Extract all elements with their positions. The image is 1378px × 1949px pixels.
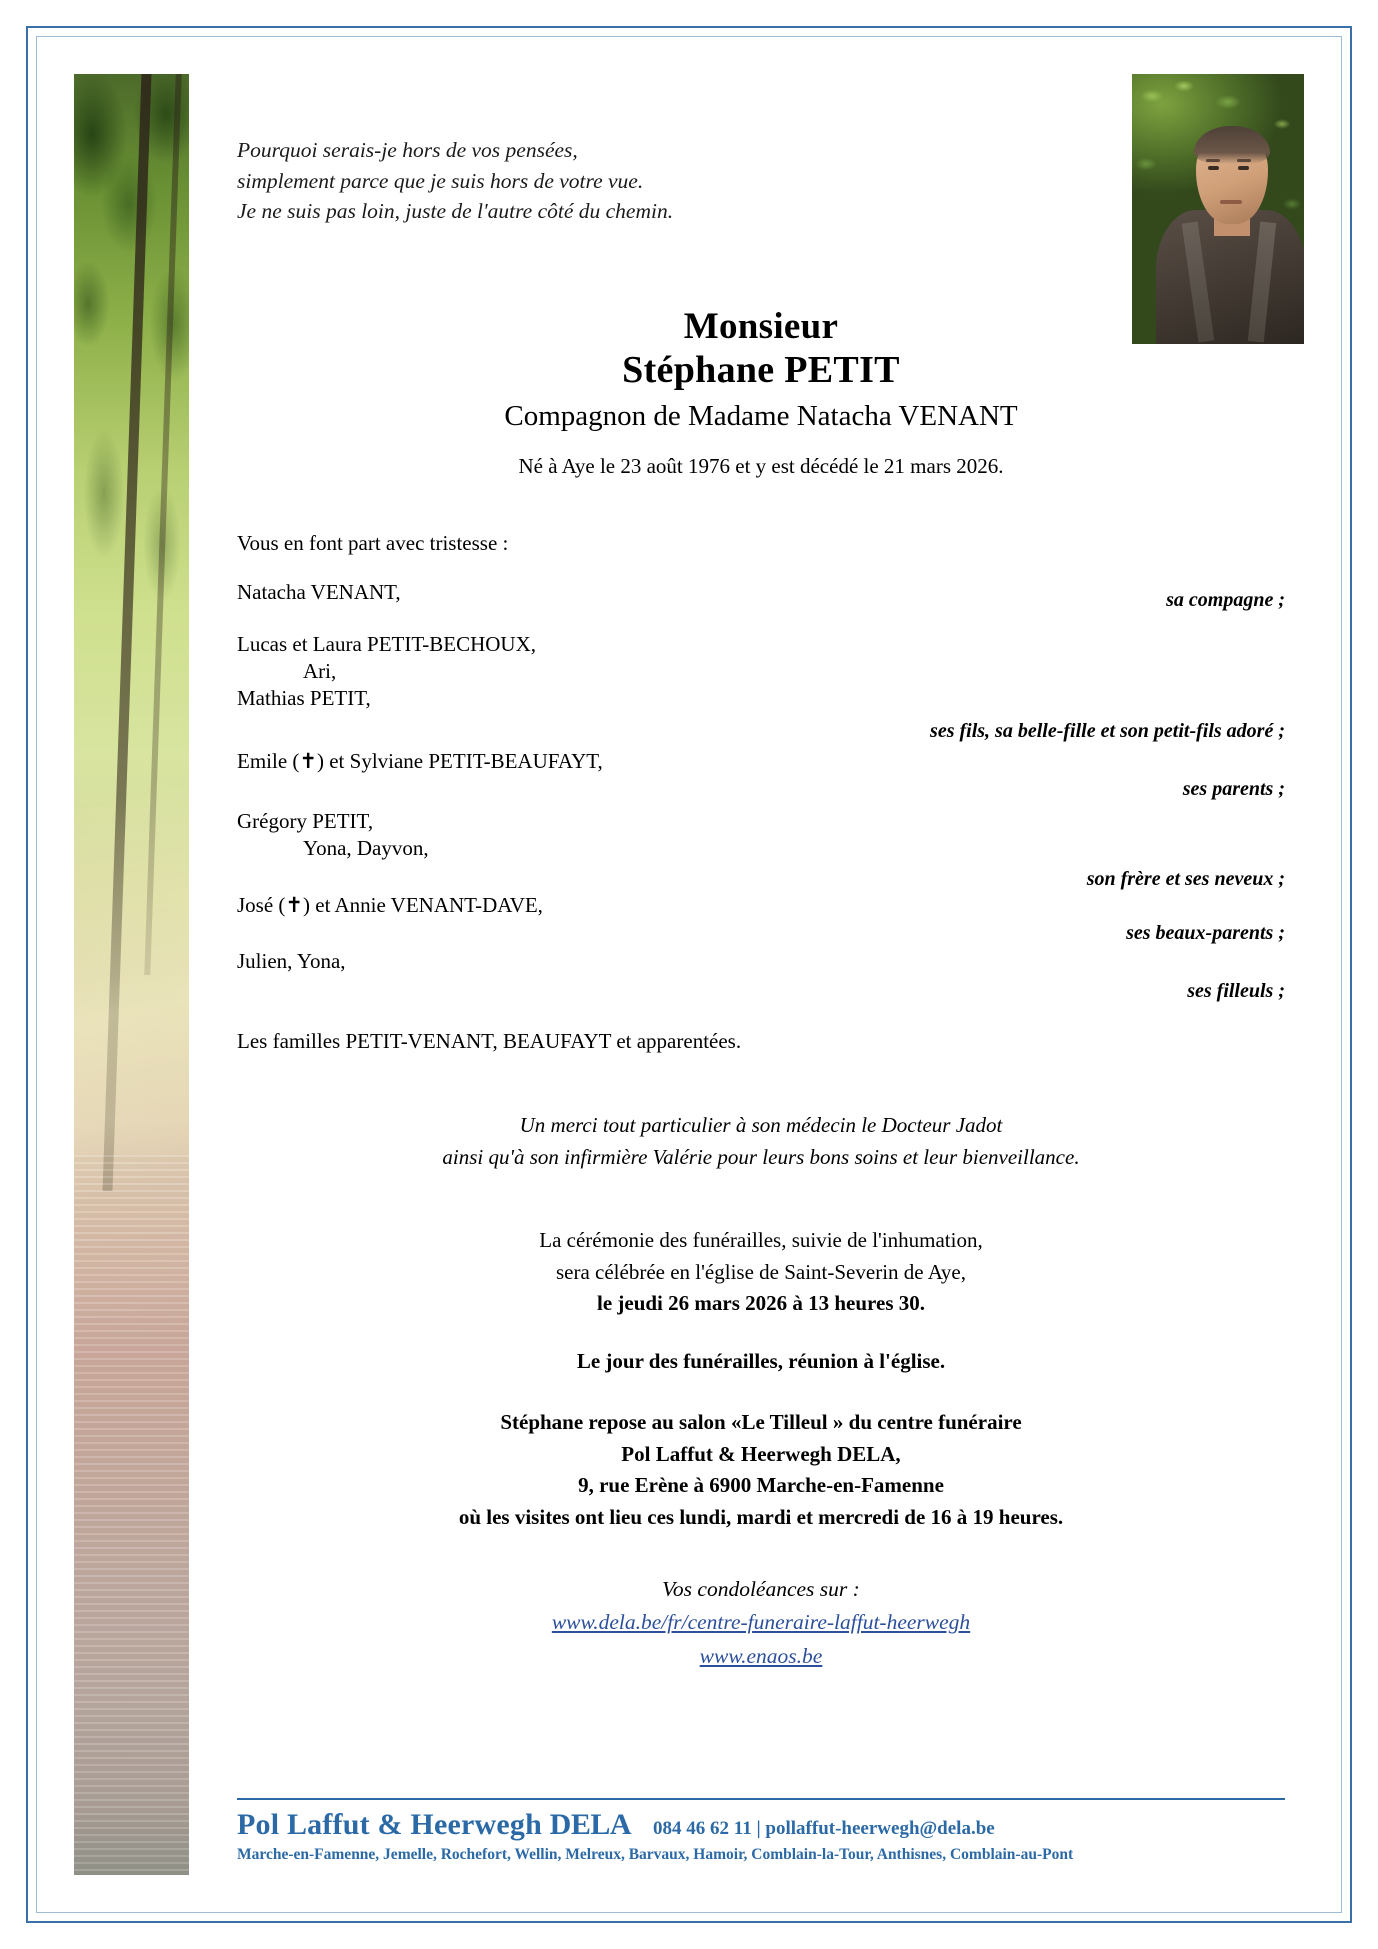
family-names-secondary: Mathias PETIT, — [237, 686, 371, 711]
family-names: José (✝) et Annie VENANT-DAVE, — [237, 893, 543, 918]
footer-brand-dela: DELA — [549, 1808, 632, 1841]
condolences-link-enaos[interactable]: www.enaos.be — [699, 1643, 823, 1668]
family-relation: ses fils, sa belle-fille et son petit-fils adoré ; — [930, 720, 1285, 743]
family-relation: son frère et ses neveux ; — [1086, 868, 1285, 891]
footer-main-row — [237, 1808, 1285, 1842]
family-row — [237, 630, 1285, 743]
family-relation: ses filleuls ; — [1187, 980, 1285, 1003]
spacer — [237, 1377, 1285, 1407]
family-row — [237, 807, 1285, 891]
ceremony-reunion: Le jour des funérailles, réunion à l'église. — [576, 1348, 946, 1373]
deceased-name: Stéphane PETIT — [622, 349, 900, 392]
poem-line-2: simplement parce que je suis hors de votre vue. — [237, 168, 644, 193]
inner-border — [36, 36, 1342, 1913]
card-content — [237, 97, 1285, 1842]
repose-address: 9, rue Erène à 6900 Marche-en-Famenne — [578, 1473, 944, 1498]
family-names: Julien, Yona, — [237, 949, 346, 974]
footer — [237, 1798, 1285, 1864]
family-row — [237, 578, 1285, 612]
family-relation: ses beaux-parents ; — [1126, 922, 1285, 945]
family-row — [237, 947, 1285, 1003]
forest-photo-strip — [74, 74, 189, 1875]
thanks-block — [237, 1110, 1285, 1173]
related-families-line: Les familles PETIT-VENANT, BEAUFAYT et apparentées. — [237, 1029, 742, 1054]
poem-line-3: Je ne suis pas loin, juste de l'autre côté du chemin. — [237, 199, 674, 224]
family-row — [237, 891, 1285, 945]
poem-line-1: Pourquoi serais-je hors de vos pensées, — [237, 138, 578, 162]
deceased-title: Monsieur — [683, 305, 839, 347]
family-relation: sa compagne ; — [1166, 589, 1285, 612]
family-row — [237, 747, 1285, 801]
condolences-link-dela[interactable]: www.dela.be/fr/centre-funeraire-laffut-heerwegh — [551, 1610, 971, 1635]
footer-divider — [237, 1798, 1285, 1800]
repose-visiting-hours: où les visites ont lieu ces lundi, mardi et mercredi de 16 à 19 heures. — [458, 1504, 1064, 1529]
announcement-line: Vous en font part avec tristesse : — [237, 531, 509, 556]
family-relation: ses parents ; — [1182, 778, 1285, 801]
ceremony-datetime: le jeudi 26 mars 2026 à 13 heures 30. — [596, 1291, 925, 1316]
footer-cities: Marche-en-Famenne, Jemelle, Rochefort, Wellin, Melreux, Barvaux, Hamoir, Comblain-la-Tour, Anthisnes, Comblain-au-Pont — [237, 1846, 1074, 1863]
poem-block — [237, 135, 1285, 227]
deceased-name-block — [237, 305, 1285, 480]
thanks-line-2: ainsi qu'à son infirmière Valérie pour leurs bons soins et leur bienveillance. — [442, 1144, 1080, 1169]
family-names: Lucas et Laura PETIT-BECHOUX, — [237, 632, 536, 657]
ceremony-line-1: La cérémonie des funérailles, suivie de l'inhumation, — [539, 1228, 983, 1253]
family-names-indented: Yona, Dayvon, — [303, 836, 429, 861]
family-names-indented: Ari, — [303, 659, 337, 684]
footer-brand-name: Pol Laffut & Heerwegh — [237, 1808, 550, 1841]
condolences-intro: Vos condoléances sur : — [662, 1577, 860, 1602]
condolences-block — [237, 1573, 1285, 1673]
spacer — [237, 1320, 1285, 1346]
repose-line-1: Stéphane repose au salon «Le Tilleul » du centre funéraire — [500, 1410, 1022, 1435]
repose-line-2: Pol Laffut & Heerwegh DELA, — [621, 1441, 901, 1466]
deceased-dates: Né à Aye le 23 août 1976 et y est décédé le 21 mars 2026. — [518, 454, 1004, 479]
ceremony-line-2: sera célébrée en l'église de Saint-Severin de Aye, — [555, 1259, 966, 1284]
deceased-partner: Compagnon de Madame Natacha VENANT — [504, 400, 1018, 433]
family-list — [237, 578, 1285, 1003]
family-names: Grégory PETIT, — [237, 809, 374, 834]
thanks-line-1: Un merci tout particulier à son médecin le Docteur Jadot — [519, 1113, 1003, 1138]
footer-brand — [237, 1808, 631, 1842]
family-names: Emile (✝) et Sylviane PETIT-BEAUFAYT, — [237, 749, 603, 774]
strip-water-reflection — [74, 1155, 189, 1875]
footer-contact[interactable]: 084 46 62 11 | pollaffut-heerwegh@dela.be — [653, 1818, 995, 1839]
ceremony-block — [237, 1225, 1285, 1533]
family-names: Natacha VENANT, — [237, 580, 401, 605]
